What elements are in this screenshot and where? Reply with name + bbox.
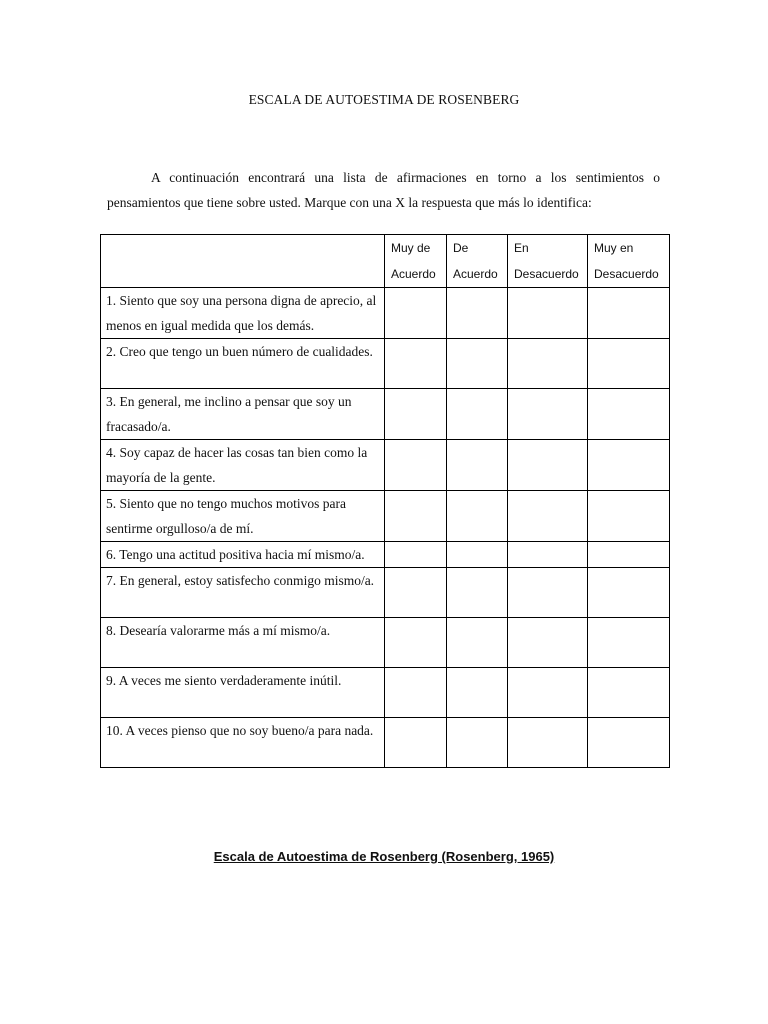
answer-cell[interactable] — [508, 389, 588, 440]
answer-cell[interactable] — [447, 288, 508, 339]
column-header-muy-en-desacuerdo — [588, 235, 670, 288]
answer-cell[interactable] — [447, 542, 508, 568]
table-row — [101, 491, 670, 542]
column-header-muy-de-acuerdo — [385, 235, 447, 288]
answer-cell[interactable] — [588, 668, 670, 718]
answer-cell[interactable] — [447, 491, 508, 542]
answer-cell[interactable] — [588, 440, 670, 491]
column-header-line: De — [453, 241, 469, 255]
column-header-en-desacuerdo — [508, 235, 588, 288]
column-header-line: Desacuerdo — [514, 267, 579, 281]
answer-cell[interactable] — [508, 491, 588, 542]
answer-cell[interactable] — [447, 389, 508, 440]
table-row — [101, 288, 670, 339]
answer-cell[interactable] — [588, 389, 670, 440]
table-row — [101, 542, 670, 568]
answer-cell[interactable] — [508, 568, 588, 618]
answer-cell[interactable] — [385, 288, 447, 339]
table-row — [101, 440, 670, 491]
answer-cell[interactable] — [588, 618, 670, 668]
answer-cell[interactable] — [385, 542, 447, 568]
answer-cell[interactable] — [508, 618, 588, 668]
answer-cell[interactable] — [385, 440, 447, 491]
item-statement: 9. A veces me siento verdaderamente inútil. — [101, 668, 385, 718]
item-statement: 3. En general, me inclino a pensar que soy un fracasado/a. — [101, 389, 385, 440]
table-row — [101, 668, 670, 718]
table-row — [101, 389, 670, 440]
answer-cell[interactable] — [447, 440, 508, 491]
document-title: ESCALA DE AUTOESTIMA DE ROSENBERG — [248, 92, 520, 107]
answer-cell[interactable] — [508, 440, 588, 491]
table-row — [101, 718, 670, 768]
item-statement: 2. Creo que tengo un buen número de cualidades. — [101, 339, 385, 389]
table-row — [101, 618, 670, 668]
answer-cell[interactable] — [588, 718, 670, 768]
answer-cell[interactable] — [588, 288, 670, 339]
answer-cell[interactable] — [588, 542, 670, 568]
answer-cell[interactable] — [385, 389, 447, 440]
column-header-line: Acuerdo — [453, 267, 498, 281]
rosenberg-scale-table — [100, 234, 670, 768]
answer-cell[interactable] — [588, 568, 670, 618]
column-header-line: Acuerdo — [391, 267, 436, 281]
answer-cell[interactable] — [588, 491, 670, 542]
header-blank-cell — [101, 235, 385, 288]
intro-paragraph: A continuación encontrará una lista de afirmaciones en torno a los sentimientos o pensamientos que tiene sobre usted. Marque con una X la respuesta que más lo identifica: — [107, 169, 660, 210]
answer-cell[interactable] — [447, 718, 508, 768]
table-row — [101, 568, 670, 618]
column-header-line: Desacuerdo — [594, 267, 659, 281]
table-header-row — [101, 235, 670, 288]
answer-cell[interactable] — [385, 568, 447, 618]
item-statement: 8. Desearía valorarme más a mí mismo/a. — [101, 618, 385, 668]
item-statement: 6. Tengo una actitud positiva hacia mí mismo/a. — [101, 542, 385, 568]
answer-cell[interactable] — [385, 491, 447, 542]
column-header-line: En — [514, 241, 529, 255]
answer-cell[interactable] — [508, 339, 588, 389]
answer-cell[interactable] — [508, 542, 588, 568]
item-statement: 5. Siento que no tengo muchos motivos para sentirme orgulloso/a de mí. — [101, 491, 385, 542]
column-header-de-acuerdo — [447, 235, 508, 288]
column-header-line: Muy de — [391, 241, 431, 255]
answer-cell[interactable] — [588, 339, 670, 389]
answer-cell[interactable] — [447, 618, 508, 668]
item-statement: 4. Soy capaz de hacer las cosas tan bien como la mayoría de la gente. — [101, 440, 385, 491]
item-statement: 1. Siento que soy una persona digna de aprecio, al menos en igual medida que los demás. — [101, 288, 385, 339]
answer-cell[interactable] — [508, 668, 588, 718]
answer-cell[interactable] — [447, 668, 508, 718]
answer-cell[interactable] — [447, 568, 508, 618]
column-header-line: Muy en — [594, 241, 634, 255]
item-statement: 7. En general, estoy satisfecho conmigo mismo/a. — [101, 568, 385, 618]
answer-cell[interactable] — [508, 288, 588, 339]
table-row — [101, 339, 670, 389]
answer-cell[interactable] — [508, 718, 588, 768]
answer-cell[interactable] — [385, 718, 447, 768]
answer-cell[interactable] — [385, 339, 447, 389]
answer-cell[interactable] — [385, 668, 447, 718]
answer-cell[interactable] — [385, 618, 447, 668]
footer-title: Escala de Autoestima de Rosenberg (Rosenberg, 1965) — [213, 849, 555, 864]
answer-cell[interactable] — [447, 339, 508, 389]
item-statement: 10. A veces pienso que no soy bueno/a para nada. — [101, 718, 385, 768]
